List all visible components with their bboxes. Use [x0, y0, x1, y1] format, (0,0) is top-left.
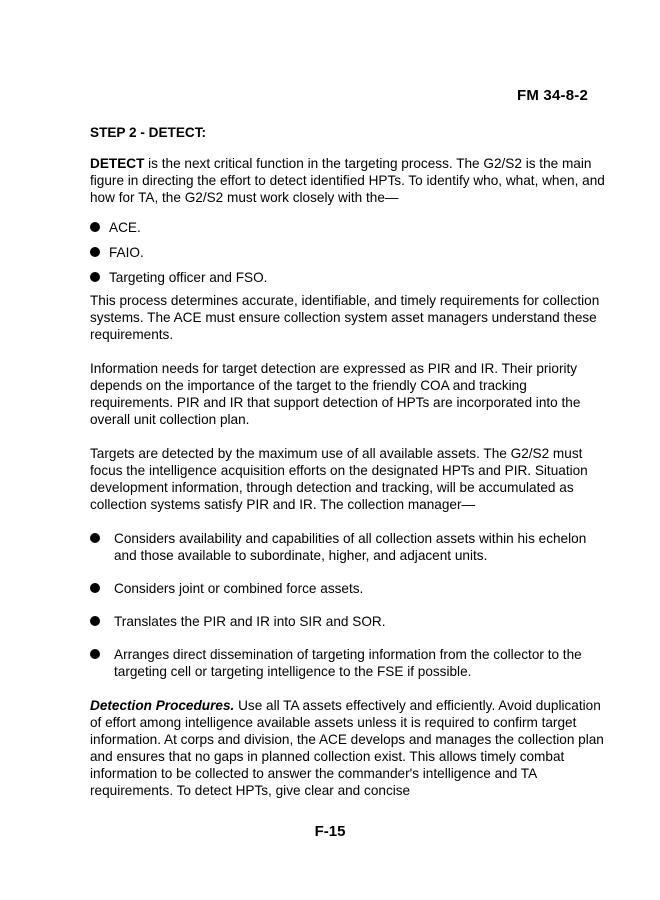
paragraph-information-needs: Information needs for target detection are expressed as PIR and IR. Their priority depends on the importance of the target to the friendly COA and tracking requirements. PIR and IR that support detection of HPTs are incorporated into the overall unit collection plan.: [90, 361, 581, 427]
list-item: [90, 613, 605, 630]
work-with-list: [90, 219, 605, 286]
intro-paragraph: [90, 155, 605, 206]
bullet-icon: [90, 533, 100, 543]
detection-text: Use all TA assets effectively and efficiently. Avoid duplication of effort among intelligence available assets unless it is required to confirm target information. At corps and division, the ACE develops and manages the collection plan and ensures that no gaps in planned collection exist. This allows timely combat information to be collected to answer the commander's intelligence and TA requirements. To detect HPTs, give clear and concise: [90, 698, 604, 798]
bullet-icon: [90, 222, 100, 232]
list-item: [90, 580, 605, 597]
bullet-icon: [90, 583, 100, 593]
bullet-icon: [90, 649, 100, 659]
intro-text: is the next critical function in the targeting process. The G2/S2 is the main figure in directing the effort to detect identified HPTs. To identify who, what, when, and how for TA, the G2/S2 must work closely with the—: [90, 156, 605, 205]
paragraph-requirements: This process determines accurate, identifiable, and timely requirements for collection systems. The ACE must ensure collection system asset managers understand these requirements.: [90, 293, 600, 342]
list-item: [90, 244, 605, 261]
list-item-text: Targeting officer and FSO.: [109, 270, 268, 285]
list-item-text: Translates the PIR and IR into SIR and SOR.: [114, 614, 386, 629]
collection-manager-list: [90, 530, 605, 680]
list-item-text: Arranges direct dissemination of targeting information from the collector to the targeting cell or targeting intelligence to the FSE if possible.: [114, 647, 582, 679]
bullet-icon: [90, 247, 100, 257]
paragraph-targets-detected: Targets are detected by the maximum use of all available assets. The G2/S2 must focus the intelligence acquisition efforts on the designated HPTs and PIR. Situation development information, through detection and tracking, will be accumulated as collection systems satisfy PIR and IR. The collection manager—: [90, 446, 588, 512]
bullet-icon: [90, 616, 100, 626]
list-item: [90, 269, 605, 286]
list-item-text: Considers availability and capabilities of all collection assets within his echelon and those available to subordinate, higher, and adjacent units.: [114, 531, 587, 563]
detection-procedures-paragraph: [90, 697, 605, 799]
document-id: FM 34-8-2: [517, 87, 588, 104]
page-number: F-15: [314, 823, 346, 840]
list-item-text: FAIO.: [109, 245, 144, 260]
step-heading: STEP 2 - DETECT:: [90, 125, 207, 140]
list-item: [90, 219, 605, 236]
intro-lead: DETECT: [90, 156, 145, 171]
detection-lead: Detection Procedures.: [90, 698, 235, 713]
list-item-text: Considers joint or combined force assets.: [114, 581, 364, 596]
list-item-text: ACE.: [109, 220, 141, 235]
bullet-icon: [90, 272, 100, 282]
page-content: [90, 124, 605, 816]
list-item: [90, 646, 605, 680]
list-item: [90, 530, 605, 564]
